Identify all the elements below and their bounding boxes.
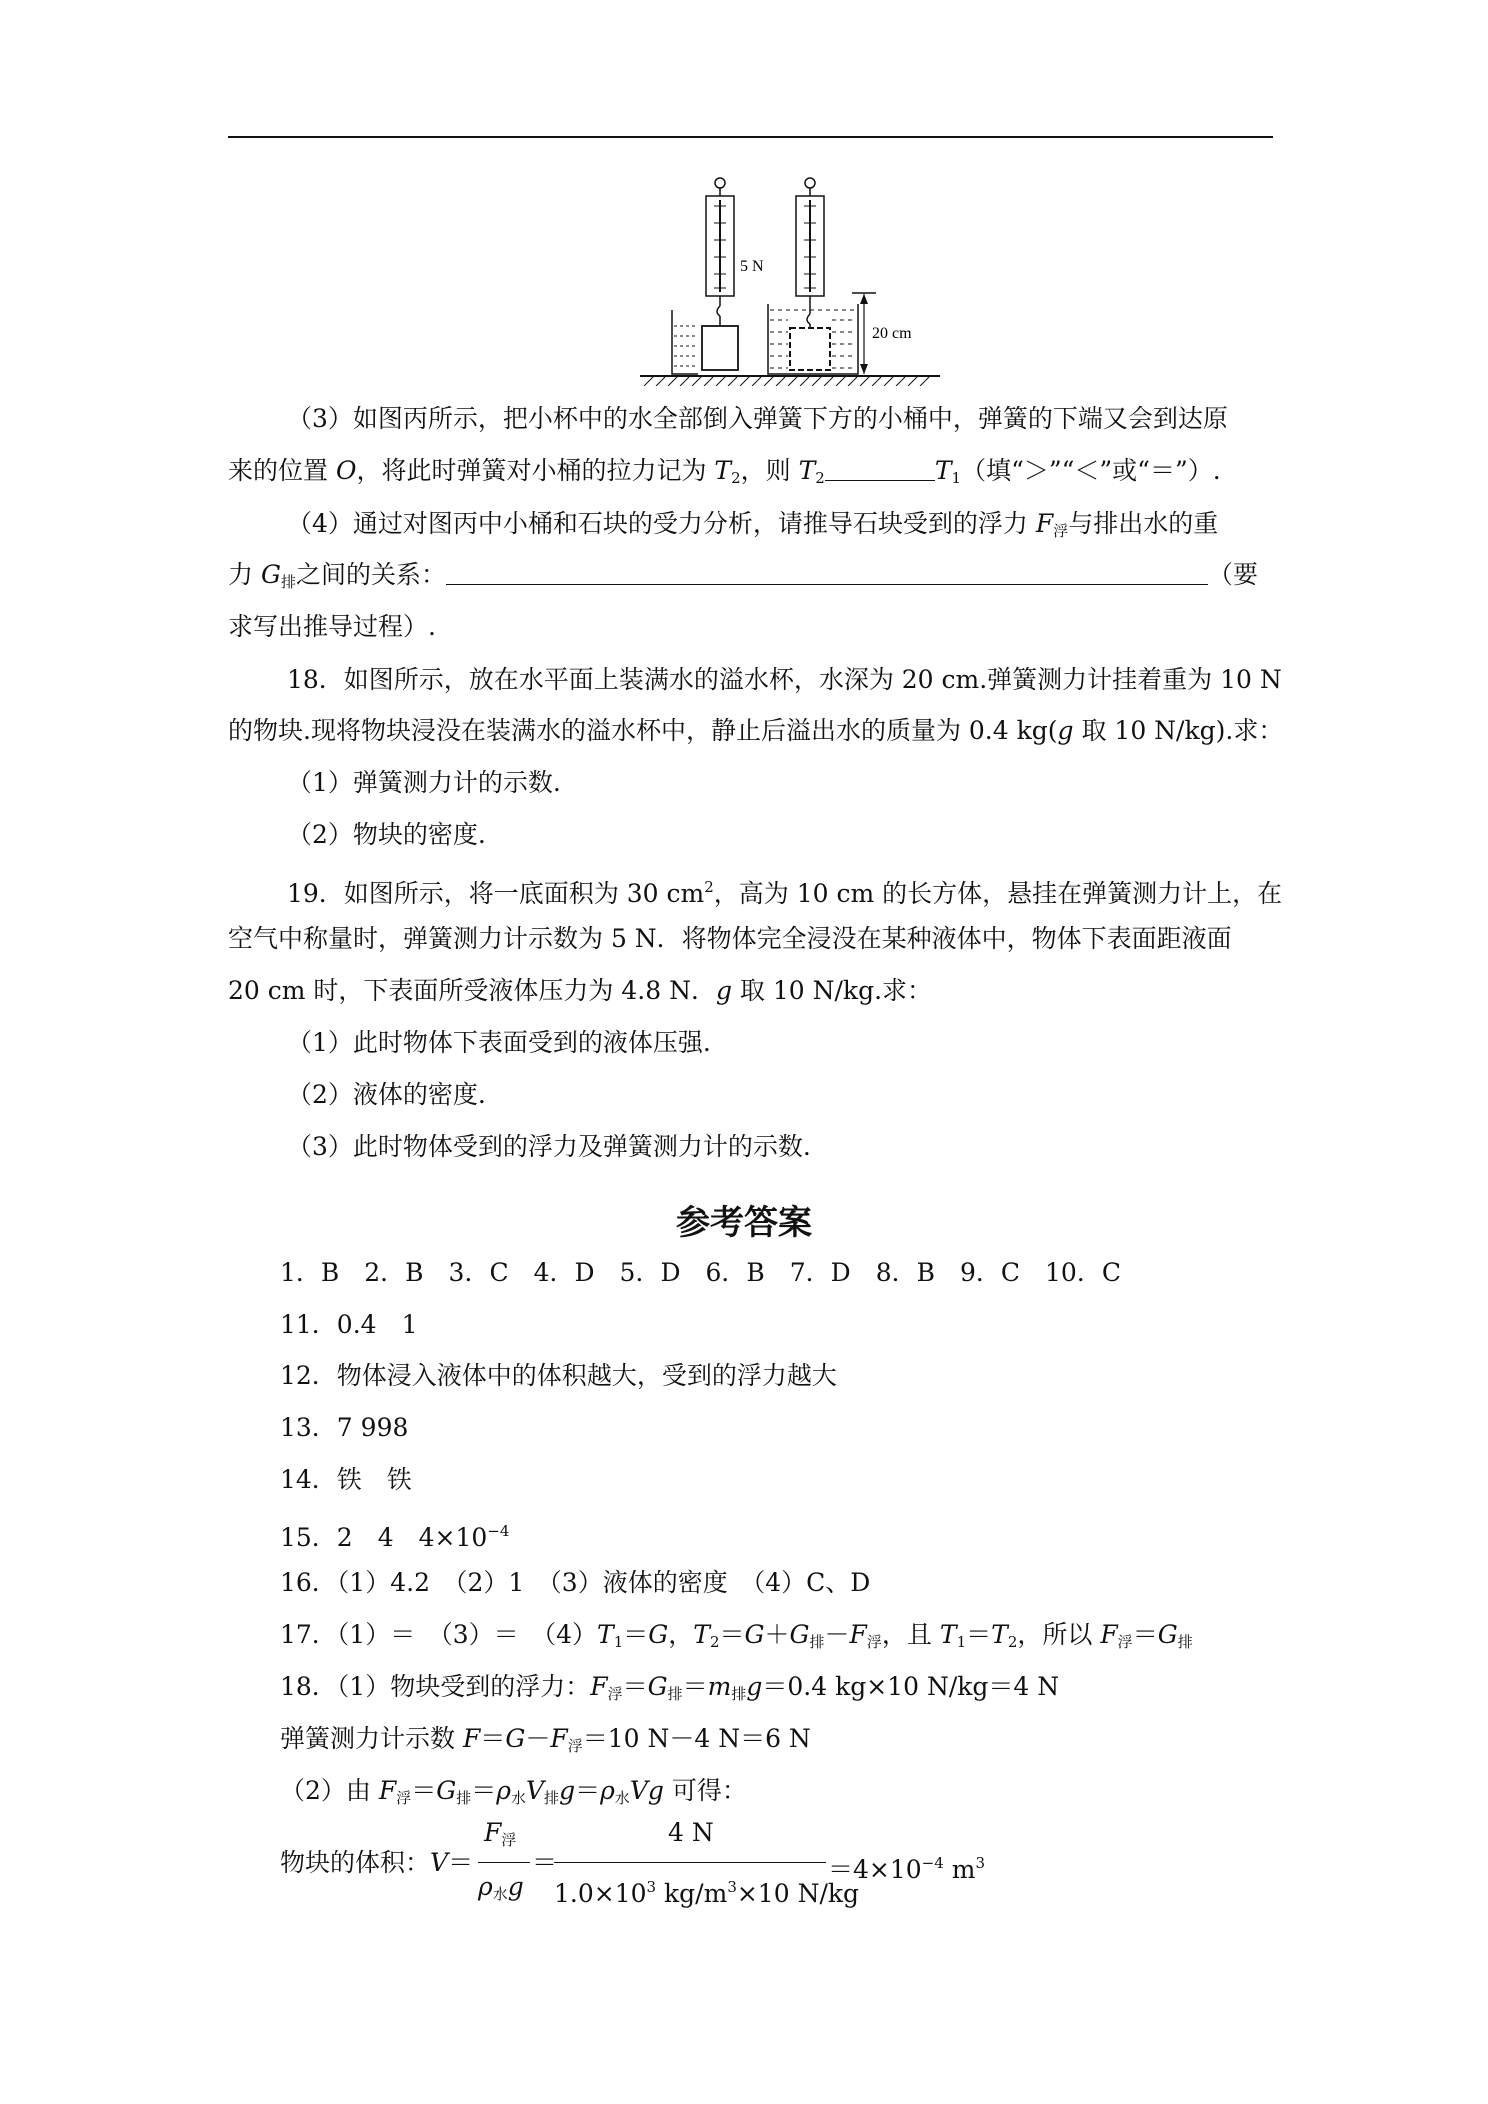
frac1-numerator: $F_浮$ <box>484 1818 517 1849</box>
answer-18-line2: 弹簧测力计示数 $F=G-F_浮=10$ N－4 N＝6 N <box>280 1724 811 1755</box>
label-5n: 5 N <box>740 258 764 275</box>
q18-line1: 18．如图所示，放在水平面上装满水的溢水杯，水深为 20 cm.弹簧测力计挂着重为 10 N <box>287 665 1282 694</box>
frac2-denominator: $1.0\times 10^3$ $kg/m^3\times 10$ N/kg <box>554 1878 860 1908</box>
answer-11: 11．0.4 1 <box>280 1310 418 1339</box>
q19-line2: 空气中称量时，弹簧测力计示数为 5 N．将物体完全浸没在某种液体中，物体下表面距液面 <box>228 924 1232 953</box>
frac-equals: ＝ <box>532 1848 558 1877</box>
header-rule <box>228 136 1273 138</box>
q19-sub2: （2）液体的密度. <box>287 1080 486 1109</box>
q18-sub1: （1）弹簧测力计的示数. <box>287 768 561 797</box>
answer-13: 13．7 998 <box>280 1413 409 1442</box>
q19-sub3: （3）此时物体受到的浮力及弹簧测力计的示数. <box>287 1132 811 1161</box>
frac1-denominator: $\rho_水g$ <box>478 1872 524 1903</box>
answer-15: 15．2 4 $4\times 10^{-4}$ <box>280 1522 510 1552</box>
q19-line1: 19．如图所示，将一底面积为 30 $cm^2$，高为 10 cm 的长方体，悬挂在弹簧测力计上，在 <box>287 878 1283 908</box>
q19-sub1: （1）此时物体下表面受到的液体压强. <box>287 1028 711 1057</box>
q18-sub2: （2）物块的密度. <box>287 820 486 849</box>
answer-18-line3: （2）由 $F_浮=G_排=\rho_水V_排g=\rho_水Vg$ 可得： <box>280 1776 747 1807</box>
answer-12: 12．物体浸入液体中的体积越大，受到的浮力越大 <box>280 1361 837 1390</box>
volume-result: $=4\times 10^{-4}$ $m^3$ <box>828 1854 985 1884</box>
left-spring-scale <box>702 178 738 370</box>
frac1-bar <box>478 1862 530 1863</box>
q19-line3: 20 cm 时，下表面所受液体压力为 4.8 N．g 取 10 N/kg.求： <box>228 976 933 1005</box>
right-spring-scale <box>790 178 830 370</box>
q18-line2: 的物块.现将物块浸没在装满水的溢水杯中，静止后溢出水的质量为 0.4 kg(g 取 10 N/kg).求： <box>228 716 1284 745</box>
frac2-bar <box>554 1862 826 1863</box>
derivation-blank[interactable] <box>446 562 1208 585</box>
answer-17: 17．（1）＝ （3）＝ $(4)T_1=G$，$T_2=G+G_排-F_浮$，且 $T_1=T_2$，所以 $F_浮=G_排$ <box>280 1620 1193 1651</box>
answer-blank[interactable] <box>825 458 935 481</box>
answer-18-line1: 18．（1）物块受到的浮力：$F_浮=G_排=m_排g=0.4$ kg×10 N/kg＝4 N <box>280 1672 1060 1703</box>
answer-14: 14．铁 铁 <box>280 1465 412 1494</box>
label-20cm: 20 cm <box>872 325 912 342</box>
q17-part4-line3: 求写出推导过程）. <box>228 612 436 641</box>
q17-part3-line1: （3）如图丙所示，把小杯中的水全部倒入弹簧下方的小桶中，弹簧的下端又会到达原 <box>287 404 1228 433</box>
q17-part4-line2: 力 $G_排$之间的关系： （要 <box>228 560 1258 591</box>
q17-part3-line2: 来的位置 O，将此时弹簧对小桶的拉力记为 $T_2$，则 $T_2$ $T_1$（填“＞”“＜”或“＝”）. <box>228 456 1221 487</box>
q17-part4-line1: （4）通过对图丙中小桶和石块的受力分析，请推导石块受到的浮力 $F_浮$与排出水的重 <box>287 509 1219 540</box>
spring-scale-figure <box>640 176 940 386</box>
answer-18-volume-label: 物块的体积：V＝ <box>280 1848 474 1877</box>
frac2-numerator: 4 N <box>668 1818 714 1847</box>
answers-heading: 参考答案 <box>676 1203 812 1243</box>
answer-16: 16．（1）4.2 （2）1 （3）液体的密度 （4）C、D <box>280 1568 871 1597</box>
answer-1-10: 1．B 2．B 3．C 4．D 5．D 6．B 7．D 8．B 9．C 10．C <box>280 1258 1121 1287</box>
